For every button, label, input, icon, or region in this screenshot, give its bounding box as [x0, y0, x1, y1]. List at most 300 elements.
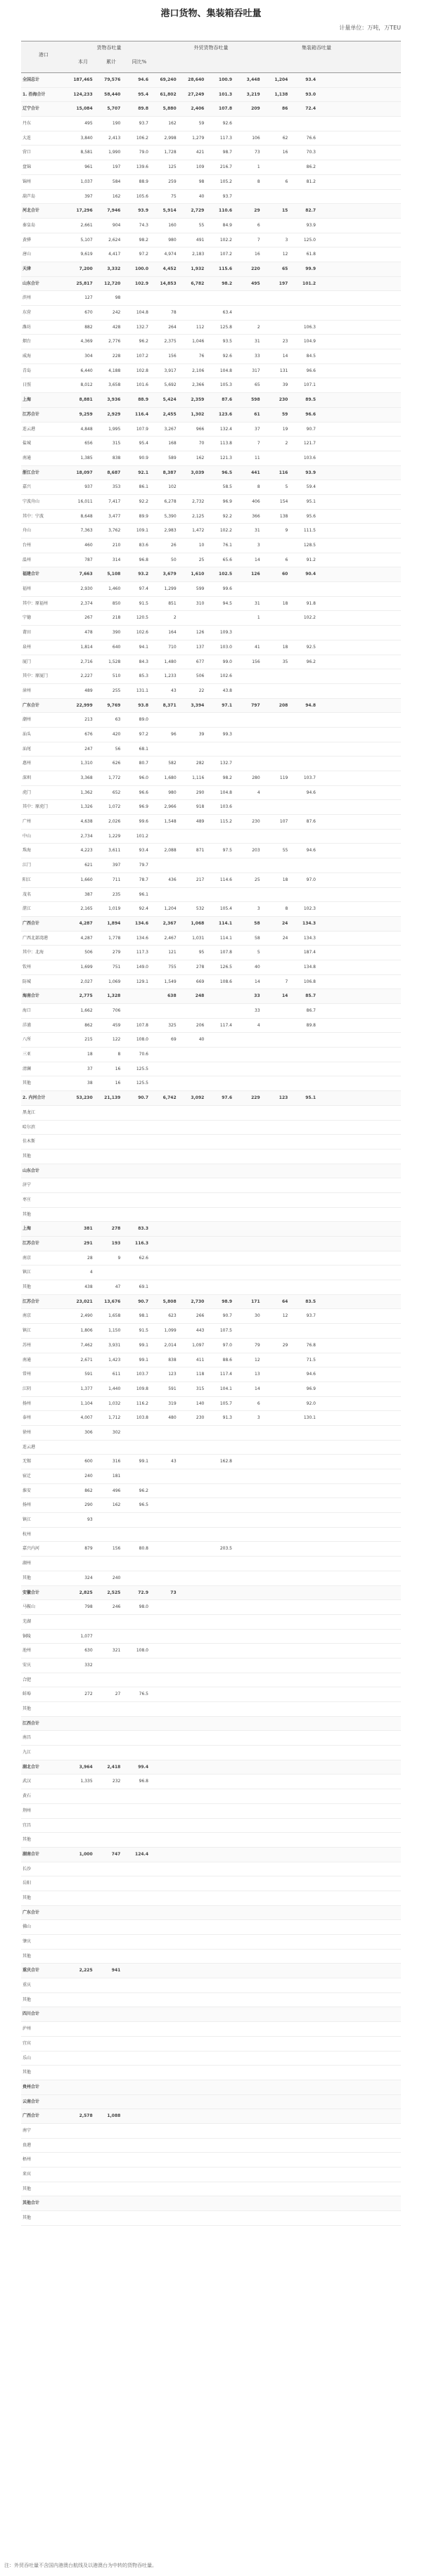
row-value: 122 — [112, 1037, 121, 1043]
table-row — [21, 597, 401, 612]
row-value — [178, 1760, 206, 1775]
row-value — [150, 2168, 178, 2182]
row-value: 65.6 — [222, 557, 232, 562]
row-value — [150, 2196, 178, 2210]
row-port-name: 清澜 — [23, 1066, 32, 1071]
row-port-name: 福州 — [23, 586, 32, 592]
row-value: 2,375 — [164, 339, 177, 344]
row-value: 387 — [84, 891, 93, 897]
row-value — [289, 1731, 317, 1745]
row-value: 103.7 — [136, 1372, 148, 1377]
table-row — [21, 1382, 401, 1397]
row-value — [205, 2182, 234, 2196]
row-value: 96.2 — [139, 339, 148, 344]
row-value — [205, 2052, 234, 2066]
row-value: 319 — [168, 1400, 177, 1406]
row-port-name: 江门 — [23, 863, 32, 868]
row-value — [150, 713, 178, 727]
row-value: 14 — [255, 557, 260, 562]
row-value — [234, 2196, 262, 2210]
row-port-name: 长沙 — [23, 1866, 32, 1872]
row-value — [234, 2007, 262, 2021]
row-value: 97.1 — [222, 702, 232, 708]
table-title: 港口货物、集装箱吞吐量 — [160, 8, 262, 19]
table-row — [21, 1775, 401, 1789]
row-value: 13,676 — [104, 1299, 121, 1304]
row-value: 4,287 — [79, 920, 93, 926]
row-value: 162 — [196, 455, 205, 461]
row-value: 69,240 — [160, 77, 177, 82]
row-value: 3,092 — [191, 1095, 205, 1101]
row-value: 76.6 — [306, 135, 316, 141]
row-value — [178, 1600, 206, 1614]
row-value: 980 — [168, 237, 177, 243]
table-row — [21, 917, 401, 932]
row-value — [66, 1876, 94, 1891]
table-row — [21, 1367, 401, 1382]
row-port-name: 广西北部湾港 — [23, 935, 49, 941]
row-value: 980 — [168, 790, 177, 795]
row-value: 3,448 — [246, 77, 260, 82]
row-port-name: 青岛 — [23, 368, 32, 373]
row-value: 113.8 — [219, 441, 232, 446]
row-value: 109.3 — [219, 630, 232, 636]
row-value: 1,814 — [80, 644, 93, 650]
row-value — [234, 1659, 262, 1673]
table-row — [21, 1076, 401, 1091]
row-value — [150, 1280, 178, 1294]
row-value: 1,150 — [108, 1328, 121, 1334]
row-value: 78.7 — [139, 877, 148, 882]
row-value — [94, 2153, 122, 2167]
row-port-name: 海口 — [23, 1008, 32, 1013]
row-value: 63 — [115, 717, 121, 723]
row-value: 55 — [198, 222, 205, 228]
table-row — [21, 932, 401, 946]
row-value: 2 — [173, 615, 177, 621]
row-value: 8,371 — [162, 702, 177, 708]
row-value: 103.7 — [303, 775, 316, 780]
table-row — [21, 844, 401, 858]
row-value: 102.2 — [219, 237, 232, 243]
table-row — [21, 117, 401, 131]
row-value: 230 — [252, 819, 260, 825]
row-value: 787 — [84, 557, 93, 562]
row-port-name: 武汉 — [23, 1779, 32, 1784]
row-value — [262, 786, 290, 800]
table-row — [21, 1178, 401, 1193]
row-value — [66, 1906, 94, 1920]
row-value — [94, 1673, 122, 1687]
row-value — [122, 1149, 150, 1164]
row-value: 1,712 — [108, 1415, 121, 1421]
row-value: 90.7 — [306, 426, 316, 432]
row-port-name: 丹东 — [23, 121, 32, 127]
row-value — [66, 2182, 94, 2196]
row-port-name: 广东合计 — [23, 702, 40, 708]
row-value — [94, 1819, 122, 1833]
row-value: 117.4 — [219, 1022, 232, 1028]
row-value — [262, 291, 290, 305]
row-value — [150, 1950, 178, 1964]
row-value — [262, 2022, 290, 2036]
row-value — [234, 728, 262, 742]
row-port-name: 杭州 — [23, 1531, 32, 1537]
row-port-name: 云南合计 — [23, 2099, 40, 2104]
row-value — [205, 1149, 234, 1164]
row-value — [150, 1862, 178, 1876]
row-port-name: 其他 — [23, 2215, 32, 2221]
row-value — [262, 1455, 290, 1469]
row-value: 652 — [112, 790, 121, 795]
row-value — [234, 1717, 262, 1731]
row-value — [205, 1687, 234, 1701]
row-value — [122, 1978, 150, 1992]
row-port-name: 1. 沿海合计 — [23, 91, 46, 97]
row-value: 23 — [282, 339, 288, 344]
row-value: 436 — [168, 877, 177, 882]
row-value: 181 — [112, 1474, 121, 1479]
row-port-name: 其他 — [23, 1575, 32, 1580]
row-value: 96 — [171, 731, 177, 737]
row-value: 27 — [115, 1692, 121, 1697]
row-value: 669 — [196, 979, 205, 984]
row-value: 1,031 — [192, 935, 205, 941]
row-value — [150, 1149, 178, 1164]
row-value — [289, 1571, 317, 1585]
row-value: 1,990 — [108, 150, 121, 155]
row-value — [205, 1906, 234, 1920]
row-value: 87.6 — [306, 819, 316, 825]
row-value: 86.1 — [139, 484, 148, 490]
row-value — [234, 1193, 262, 1207]
row-value: 86.7 — [306, 1008, 316, 1013]
row-port-name: 山东合计 — [23, 281, 40, 286]
row-value — [94, 1208, 122, 1222]
row-value: 2,027 — [80, 979, 93, 984]
row-value — [94, 1513, 122, 1527]
row-value: 5,808 — [162, 1299, 177, 1304]
table-row — [21, 1353, 401, 1368]
row-value: 264 — [168, 324, 177, 330]
row-value: 96.5 — [139, 1502, 148, 1508]
row-value — [289, 1702, 317, 1716]
table-row — [21, 1441, 401, 1455]
row-value: 1,019 — [108, 906, 121, 912]
row-value — [150, 1469, 178, 1483]
row-port-name: 宁波舟山 — [23, 498, 40, 504]
row-value — [66, 1441, 94, 1455]
row-value: 102 — [168, 484, 177, 490]
row-value: 76.5 — [139, 1692, 148, 1697]
row-value: 1,660 — [80, 877, 93, 882]
row-value: 1,310 — [80, 761, 93, 766]
row-value — [150, 2037, 178, 2051]
table-row — [21, 1528, 401, 1543]
row-value — [205, 1862, 234, 1876]
row-value: 162 — [112, 1502, 121, 1508]
row-value: 83.3 — [138, 1226, 148, 1232]
row-value: 1,335 — [80, 1779, 93, 1784]
table-row — [21, 1630, 401, 1644]
table-row — [21, 800, 401, 815]
row-value: 623 — [168, 1313, 177, 1319]
row-value — [234, 1673, 262, 1687]
row-value — [289, 2080, 317, 2094]
row-value: 74.3 — [139, 222, 148, 228]
row-value: 58,440 — [104, 91, 121, 97]
row-value — [234, 1528, 262, 1542]
table-row — [21, 1906, 401, 1921]
row-value: 310 — [196, 600, 205, 606]
row-value — [205, 2037, 234, 2051]
table-row — [21, 1193, 401, 1208]
row-value — [150, 1993, 178, 2007]
row-value: 904 — [112, 222, 121, 228]
table-row — [21, 2139, 401, 2153]
row-value: 40 — [198, 1037, 205, 1043]
row-value — [178, 1789, 206, 1803]
row-value: 92.0 — [306, 1400, 316, 1406]
row-value — [289, 1441, 317, 1455]
row-value — [262, 1048, 290, 1062]
row-value — [150, 1251, 178, 1266]
row-port-name: 哈尔滨 — [23, 1124, 36, 1130]
row-value: 851 — [168, 600, 177, 606]
row-value: 798 — [84, 1604, 93, 1610]
row-value — [234, 306, 262, 320]
row-value — [205, 1848, 234, 1862]
row-value — [262, 756, 290, 771]
row-value — [234, 1819, 262, 1833]
row-value: 2,490 — [80, 1313, 93, 1319]
row-port-name: 潍坊 — [23, 324, 32, 330]
row-value — [178, 2109, 206, 2123]
row-value: 242 — [112, 310, 121, 315]
row-value — [178, 1630, 206, 1644]
row-value — [234, 1076, 262, 1090]
row-value — [289, 1935, 317, 1949]
row-value — [234, 1848, 262, 1862]
row-value: 76.1 — [222, 543, 232, 548]
row-value — [234, 1644, 262, 1658]
row-value — [289, 2153, 317, 2167]
row-value — [262, 1193, 290, 1207]
header-container: 集装箱吞吐量 — [302, 45, 331, 51]
row-value — [66, 2095, 94, 2109]
row-value — [234, 684, 262, 698]
unit-note: 计量单位：万吨，万TEU — [339, 25, 401, 31]
row-port-name: 三亚 — [23, 1052, 32, 1057]
row-value — [262, 160, 290, 174]
row-value — [122, 1950, 150, 1964]
table-row — [21, 1280, 401, 1295]
row-value — [234, 1775, 262, 1789]
row-value — [94, 1266, 122, 1280]
row-value — [178, 1804, 206, 1818]
row-value — [234, 2052, 262, 2066]
table-row — [21, 582, 401, 597]
row-value — [262, 2139, 290, 2153]
row-value: 2,776 — [108, 339, 121, 344]
row-value — [122, 1121, 150, 1135]
row-value — [122, 291, 150, 305]
row-value — [150, 2139, 178, 2153]
row-value — [205, 1760, 234, 1775]
row-value — [178, 1542, 206, 1556]
row-value: 751 — [112, 964, 121, 970]
row-value — [94, 2196, 122, 2210]
row-value — [289, 1644, 317, 1658]
row-value: 107.1 — [303, 382, 316, 388]
row-value: 93.7 — [306, 1313, 316, 1319]
row-value — [150, 1673, 178, 1687]
row-port-name: 珠海 — [23, 848, 32, 854]
row-value: 1,528 — [108, 659, 121, 664]
row-value: 710 — [168, 644, 177, 650]
row-value — [289, 1135, 317, 1149]
row-value: 154 — [279, 498, 288, 504]
row-value — [94, 1528, 122, 1542]
row-value: 81.2 — [306, 179, 316, 184]
row-value: 291 — [84, 1241, 93, 1246]
row-value: 58 — [254, 920, 260, 926]
row-value: 2,165 — [80, 906, 93, 912]
row-value: 1,932 — [191, 266, 205, 271]
table-row — [21, 1397, 401, 1412]
row-value: 9 — [117, 1255, 121, 1261]
row-value: 1,099 — [164, 1328, 177, 1334]
row-value: 73 — [170, 1590, 177, 1595]
row-value — [289, 1498, 317, 1512]
row-value — [178, 1164, 206, 1178]
row-value: 5,914 — [162, 208, 177, 214]
table-row — [21, 2124, 401, 2139]
row-value: 3 — [257, 1415, 260, 1421]
row-value — [122, 1964, 150, 1978]
row-value — [150, 1848, 178, 1862]
table-row — [21, 1455, 401, 1469]
table-row — [21, 306, 401, 321]
table-row — [21, 1760, 401, 1775]
row-value — [94, 1441, 122, 1455]
row-value — [178, 2037, 206, 2051]
row-value — [205, 1266, 234, 1280]
row-value — [150, 1920, 178, 1934]
row-value: 97.6 — [222, 1095, 232, 1101]
row-value: 95.4 — [139, 441, 148, 446]
row-value: 98.2 — [222, 281, 232, 286]
row-value: 2,734 — [80, 833, 93, 839]
row-value: 240 — [84, 1474, 93, 1479]
row-value — [178, 2052, 206, 2066]
row-value — [178, 1557, 206, 1571]
row-value: 266 — [196, 1313, 205, 1319]
row-value — [122, 2139, 150, 2153]
row-value: 156 — [168, 354, 177, 359]
row-value — [289, 2095, 317, 2109]
row-value: 240 — [112, 1575, 121, 1580]
row-value — [205, 1251, 234, 1266]
row-value — [94, 1106, 122, 1120]
row-value — [94, 2211, 122, 2225]
row-value — [262, 669, 290, 683]
row-port-name: 温州 — [23, 557, 32, 562]
row-value: 2,125 — [192, 513, 205, 519]
row-value: 5 — [257, 950, 260, 955]
row-value: 443 — [196, 1328, 205, 1334]
row-value — [289, 291, 317, 305]
row-value — [178, 1571, 206, 1585]
row-port-name: 淮安 — [23, 1488, 32, 1493]
row-value: 4,369 — [80, 339, 93, 344]
table-row — [21, 321, 401, 335]
row-value — [178, 1528, 206, 1542]
row-value — [262, 728, 290, 742]
row-value — [66, 1615, 94, 1629]
row-value — [178, 1193, 206, 1207]
row-value: 25 — [255, 877, 260, 882]
row-value — [178, 1004, 206, 1018]
row-value: 18 — [87, 1052, 93, 1057]
row-value: 78 — [171, 310, 177, 315]
row-value: 89.0 — [139, 717, 148, 723]
table-row — [21, 190, 401, 205]
row-value — [66, 1717, 94, 1731]
row-value: 489 — [196, 819, 205, 825]
row-value — [205, 2153, 234, 2167]
table-row — [21, 567, 401, 582]
row-value: 7 — [257, 441, 260, 446]
row-value — [150, 2153, 178, 2167]
row-value — [262, 1848, 290, 1862]
row-value: 208 — [279, 702, 288, 708]
row-value — [289, 1557, 317, 1571]
row-port-name: 滨州 — [23, 295, 32, 301]
row-value — [66, 1106, 94, 1120]
row-value: 5,707 — [107, 106, 121, 112]
row-value — [94, 1906, 122, 1920]
row-value: 3,840 — [80, 135, 93, 141]
row-value: 90.7 — [222, 1313, 232, 1319]
row-value: 99.6 — [222, 586, 232, 592]
row-value: 139.6 — [136, 165, 148, 170]
row-value — [66, 2211, 94, 2225]
row-value: 106 — [252, 135, 260, 141]
table-row — [21, 1978, 401, 1993]
row-value — [150, 2095, 178, 2109]
row-value: 96.0 — [139, 775, 148, 780]
table-row — [21, 1339, 401, 1353]
row-value: 966 — [196, 426, 205, 432]
row-value: 1,680 — [164, 775, 177, 780]
row-value — [289, 1993, 317, 2007]
row-value — [122, 1702, 150, 1716]
row-value: 2 — [257, 324, 260, 330]
row-value — [150, 1964, 178, 1978]
row-port-name: 海南合计 — [23, 993, 40, 999]
table-row — [21, 989, 401, 1004]
header-goods: 货物吞吐量 — [96, 45, 122, 51]
row-value — [262, 2182, 290, 2196]
row-value — [94, 1804, 122, 1818]
row-port-name: 其他 — [23, 1081, 32, 1086]
row-value — [178, 1906, 206, 1920]
row-value: 102.6 — [219, 674, 232, 679]
table-row — [21, 73, 401, 88]
row-value — [94, 2037, 122, 2051]
row-port-name: 佛山 — [23, 1924, 32, 1930]
